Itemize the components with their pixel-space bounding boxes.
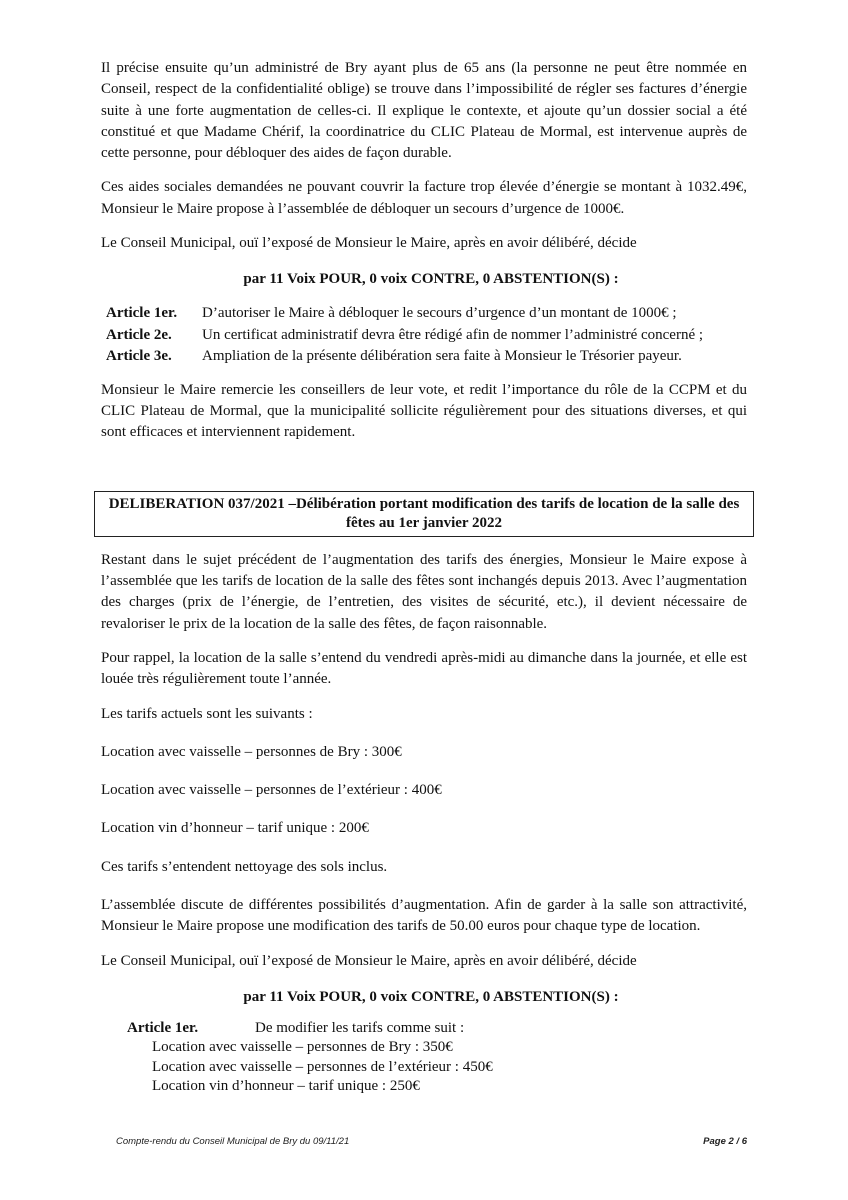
paragraph-administre: Il précise ensuite qu’un administré de Bry ayant plus de 65 ans (la personne ne peut être nommée en Conseil, respect de la confidentialité oblige) se trouve dans l’impossibilité de régler ses factures d’énergie suite à une forte augmentation de celles-ci. Il explique le contexte, et ajoute qu’un dossier social a été constitué et que Madame Chérif, la coordinatrice du CLIC Plateau de Mormal, est intervenue auprès de cette personne, pour débloquer des aides de façon durable.	[101, 60, 747, 162]
article-label: Article 1er.	[127, 1019, 199, 1036]
tarif-vin-honneur: Location vin d’honneur – tarif unique : 200€	[101, 820, 369, 837]
paragraph-conseil-decide-1: Le Conseil Municipal, ouï l’exposé de Monsieur le Maire, après en avoir délibéré, décide	[101, 235, 637, 252]
article-item	[127, 1019, 747, 1039]
article-text: Un certificat administratif devra être rédigé afin de nommer l’administré concerné ;	[202, 326, 704, 343]
tarif-exterieur: Location avec vaisselle – personnes de l’extérieur : 400€	[101, 782, 442, 799]
deliberation-title-box: DELIBERATION 037/2021 –Délibération portant modification des tarifs de location de la salle des fêtes au 1er janvier 2022	[94, 491, 754, 537]
paragraph-rappel: Pour rappel, la location de la salle s’entend du vendredi après-midi au dimanche dans la journée, et elle est louée très régulièrement toute l’année.	[101, 649, 747, 688]
vote-result-2: par 11 Voix POUR, 0 voix CONTRE, 0 ABSTENTION(S) :	[243, 988, 619, 1005]
article-item	[106, 346, 747, 368]
new-tarif-exterieur: Location avec vaisselle – personnes de l’extérieur : 450€	[152, 1058, 493, 1075]
article-text: De modifier les tarifs comme suit :	[255, 1019, 465, 1036]
article-text: Ampliation de la présente délibération sera faite à Monsieur le Trésorier payeur.	[202, 348, 682, 365]
articles-list-2	[127, 1019, 747, 1097]
article-label: Article 3e.	[106, 348, 172, 365]
document-page	[101, 52, 747, 1097]
article-item	[106, 325, 747, 347]
article-label: Article 1er.	[106, 305, 178, 322]
vote-result-1: par 11 Voix POUR, 0 voix CONTRE, 0 ABSTENTION(S) :	[243, 271, 619, 288]
paragraph-aides-sociales: Ces aides sociales demandées ne pouvant couvrir la facture trop élevée d’énergie se montant à 1032.49€, Monsieur le Maire propose à l’assemblée de débloquer un secours d’urgence de 1000€.	[101, 179, 747, 217]
article-label: Article 2e.	[106, 326, 172, 343]
page-number: Page 2 / 6	[703, 1136, 747, 1147]
paragraph-nettoyage: Ces tarifs s’entendent nettoyage des sols inclus.	[101, 858, 388, 875]
paragraph-conseil-decide-2: Le Conseil Municipal, ouï l’exposé de Monsieur le Maire, après en avoir délibéré, décide	[101, 952, 637, 969]
tarif-bry: Location avec vaisselle – personnes de Bry : 300€	[101, 743, 402, 760]
article-text: D’autoriser le Maire à débloquer le secours d’urgence d’un montant de 1000€ ;	[202, 305, 677, 322]
article-item	[106, 303, 747, 325]
new-tarif-vin-honneur: Location vin d’honneur – tarif unique : 250€	[152, 1078, 420, 1095]
paragraph-remerciements: Monsieur le Maire remercie les conseillers de leur vote, et redit l’importance du rôle de la CCPM et du CLIC Plateau de Mormal, que la municipalité sollicite régulièrement pour des situations diverses, et qui sont efficaces et interviennent rapidement.	[101, 381, 747, 441]
paragraph-augmentation: Restant dans le sujet précédent de l’augmentation des tarifs des énergies, Monsieur le Maire expose à l’assemblée que les tarifs de location de la salle des fêtes sont inchangés depuis 2013. Avec l’augmentation des charges (prix de l’énergie, de l’entretien, des visites de sécurité, etc.), il devient nécessaire de revaloriser le prix de la location de la salle des fêtes, de façon raisonnable.	[101, 551, 747, 632]
paragraph-discussion: L’assemblée discute de différentes possibilités d’augmentation. Afin de garder à la salle son attractivité, Monsieur le Maire propose une modification des tarifs de 50.00 euros pour chaque type de location.	[101, 897, 747, 935]
page-footer	[116, 1136, 747, 1147]
new-tarif-bry: Location avec vaisselle – personnes de Bry : 350€	[152, 1039, 453, 1056]
articles-list-1	[106, 303, 747, 368]
paragraph-tarifs-actuels: Les tarifs actuels sont les suivants :	[101, 705, 313, 722]
footer-document-title: Compte-rendu du Conseil Municipal de Bry du 09/11/21	[116, 1136, 350, 1147]
